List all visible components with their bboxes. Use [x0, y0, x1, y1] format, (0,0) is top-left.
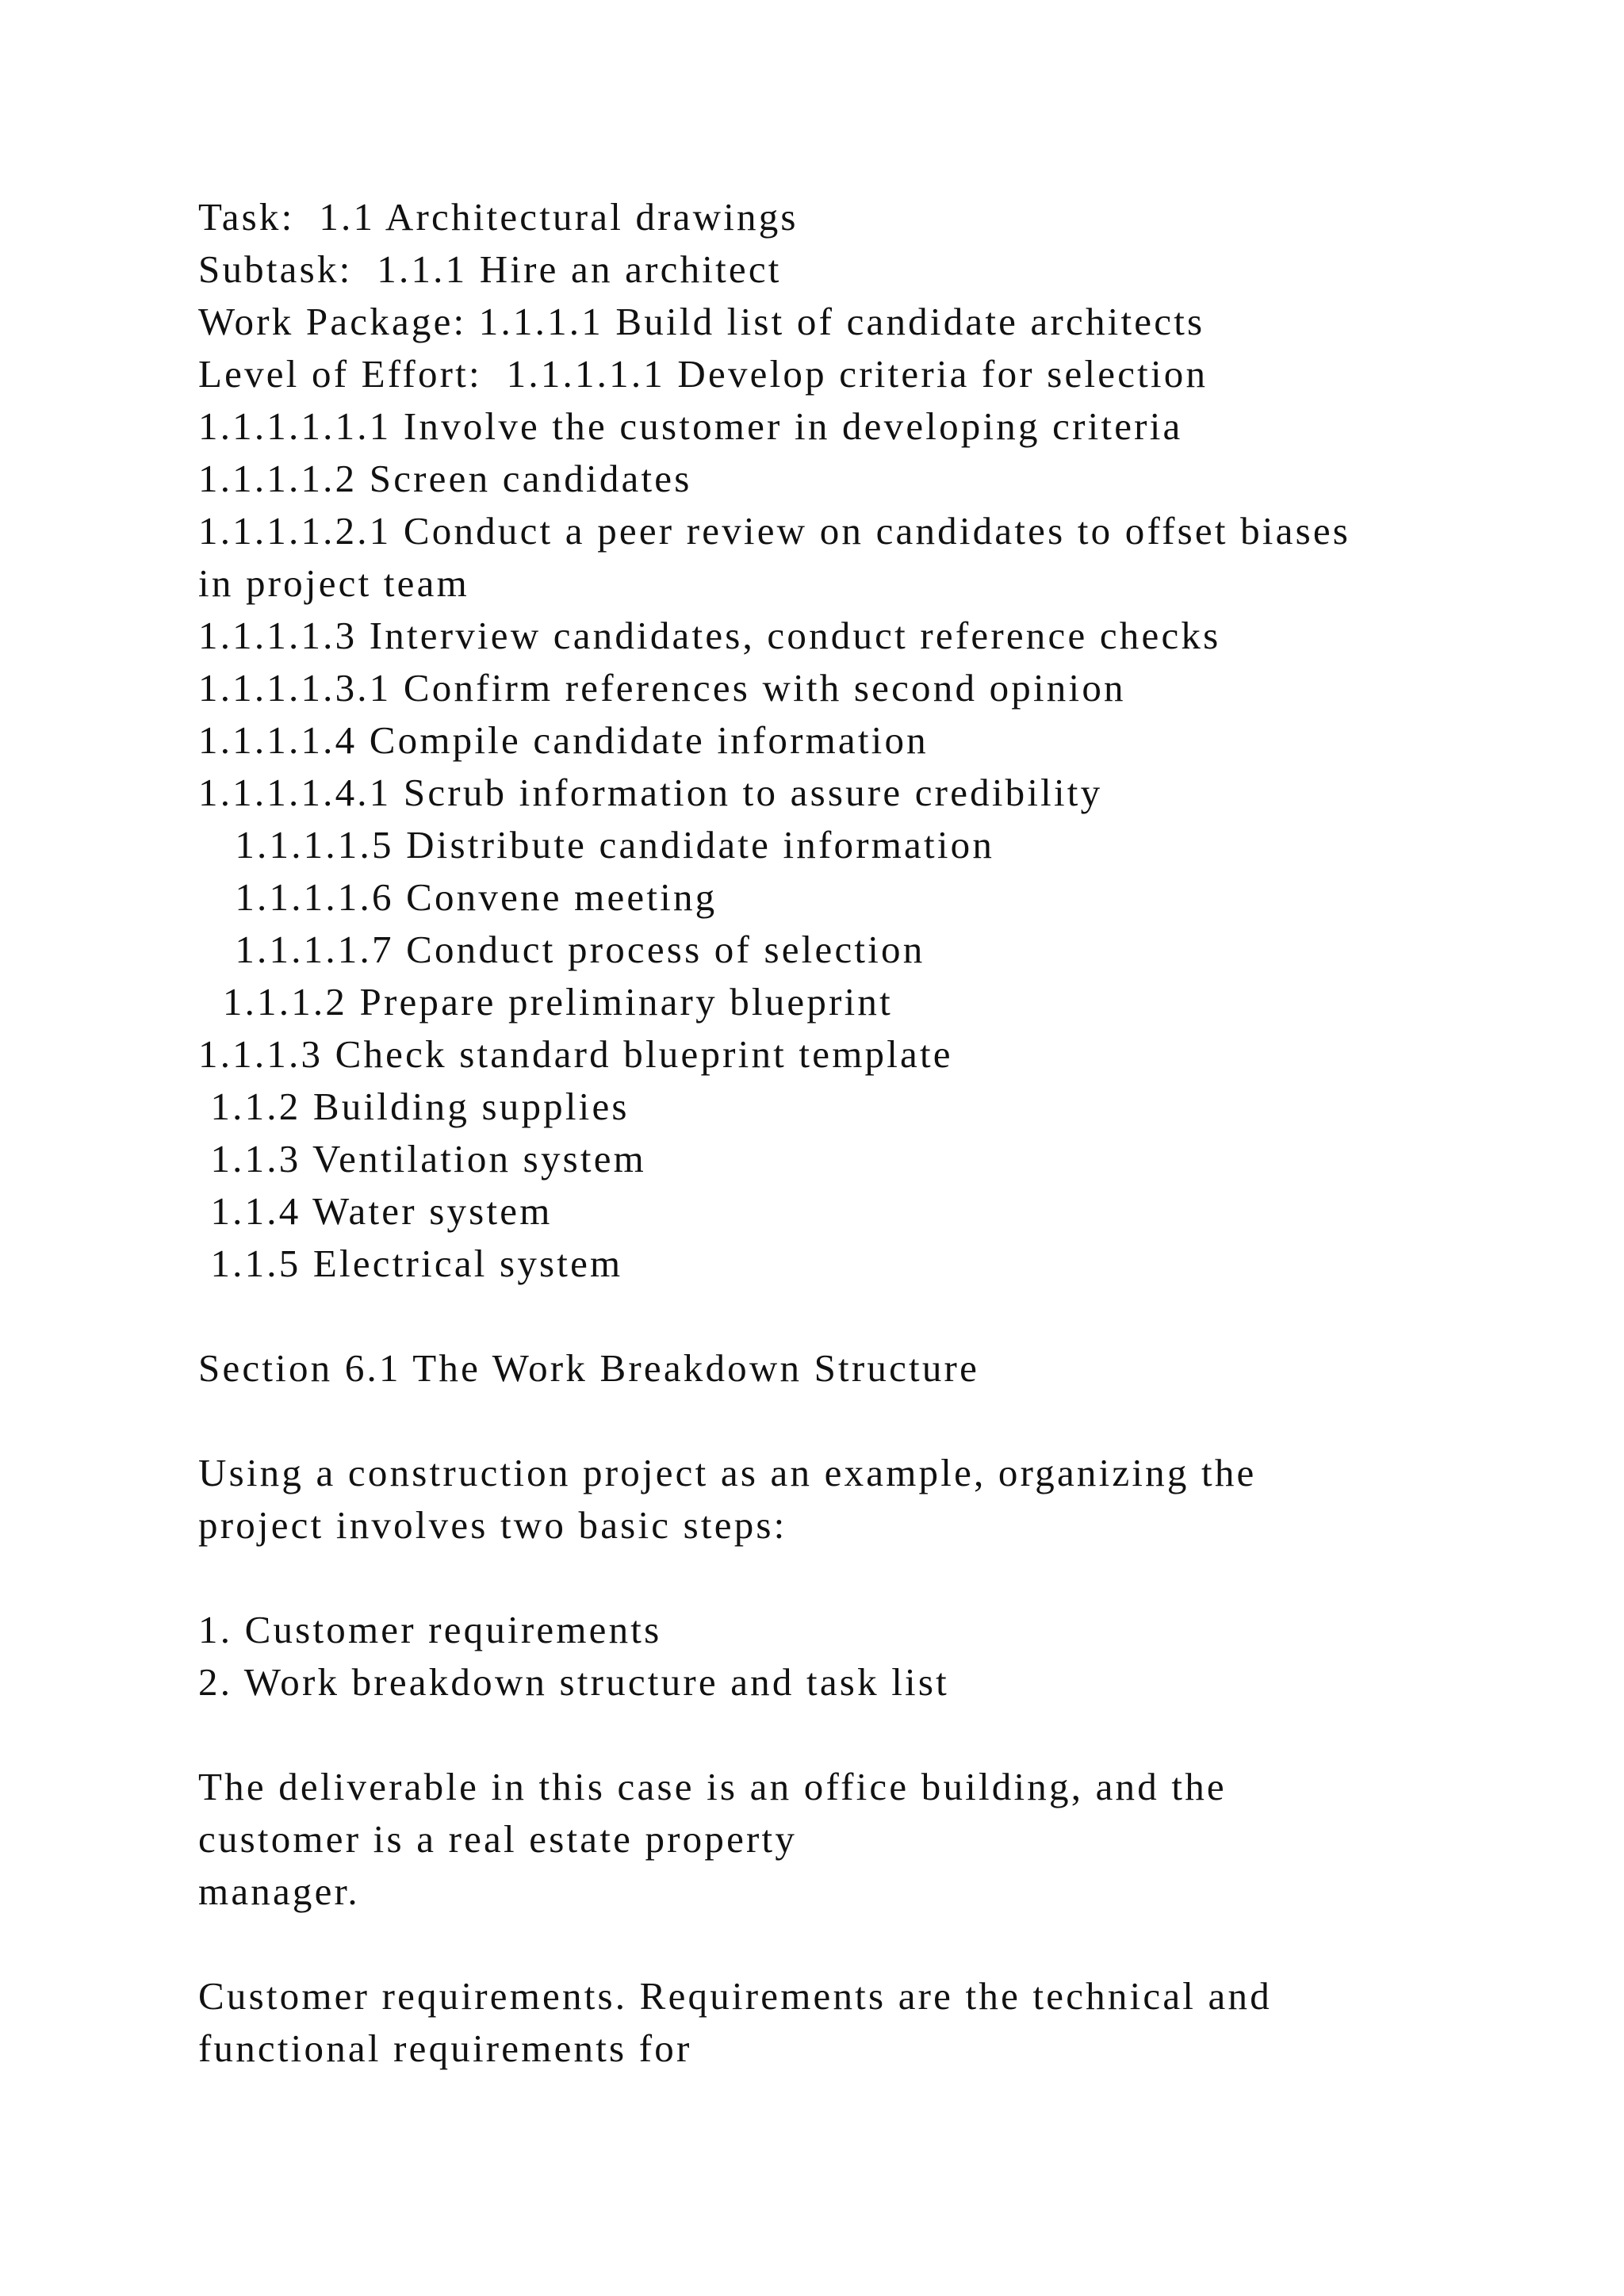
text-line: 1.1.1.1.2.1 Conduct a peer review on candidates to offset biases: [198, 509, 1351, 553]
paragraph-line: manager.: [198, 1869, 360, 1913]
paragraph-line: Customer requirements. Requirements are the technical and: [198, 1974, 1272, 2018]
text-line: Task: 1.1 Architectural drawings: [198, 195, 799, 239]
text-line: 1.1.1.1.7 Conduct process of selection: [198, 928, 925, 971]
text-line: Work Package: 1.1.1.1 Build list of candidate architects: [198, 300, 1205, 343]
paragraph-line: The deliverable in this case is an office building, and the: [198, 1765, 1227, 1808]
text-line: 1.1.4 Water system: [198, 1189, 553, 1233]
text-line: 1.1.1.1.4.1 Scrub information to assure credibility: [198, 771, 1103, 814]
text-line: 1.1.1.2 Prepare preliminary blueprint: [198, 980, 893, 1024]
text-line: 1.1.1.1.5 Distribute candidate information: [198, 823, 995, 867]
text-line: in project team: [198, 561, 469, 605]
numbered-list-item: 1. Customer requirements: [198, 1608, 662, 1651]
paragraph-line: customer is a real estate property: [198, 1817, 798, 1861]
section-heading: Section 6.1 The Work Breakdown Structure: [198, 1346, 980, 1390]
paragraph-line: project involves two basic steps:: [198, 1503, 787, 1547]
text-line: 1.1.1.1.4 Compile candidate information: [198, 718, 929, 762]
text-line: Subtask: 1.1.1 Hire an architect: [198, 247, 782, 291]
text-line: 1.1.2 Building supplies: [198, 1085, 630, 1128]
text-line: 1.1.1.1.6 Convene meeting: [198, 875, 718, 919]
text-line: 1.1.1.3 Check standard blueprint template: [198, 1032, 953, 1076]
paragraph-line: Using a construction project as an example, organizing the: [198, 1451, 1257, 1494]
text-line: 1.1.1.1.3 Interview candidates, conduct reference checks: [198, 614, 1221, 657]
numbered-list-item: 2. Work breakdown structure and task list: [198, 1660, 949, 1704]
text-line: 1.1.3 Ventilation system: [198, 1137, 646, 1181]
text-line: 1.1.1.1.1.1 Involve the customer in developing criteria: [198, 404, 1183, 448]
text-line: 1.1.1.1.2 Screen candidates: [198, 457, 692, 500]
text-line: 1.1.1.1.3.1 Confirm references with second opinion: [198, 666, 1126, 710]
text-line: Level of Effort: 1.1.1.1.1 Develop criteria for selection: [198, 352, 1208, 396]
paragraph-line: functional requirements for: [198, 2026, 692, 2070]
text-line: 1.1.5 Electrical system: [198, 1242, 623, 1285]
